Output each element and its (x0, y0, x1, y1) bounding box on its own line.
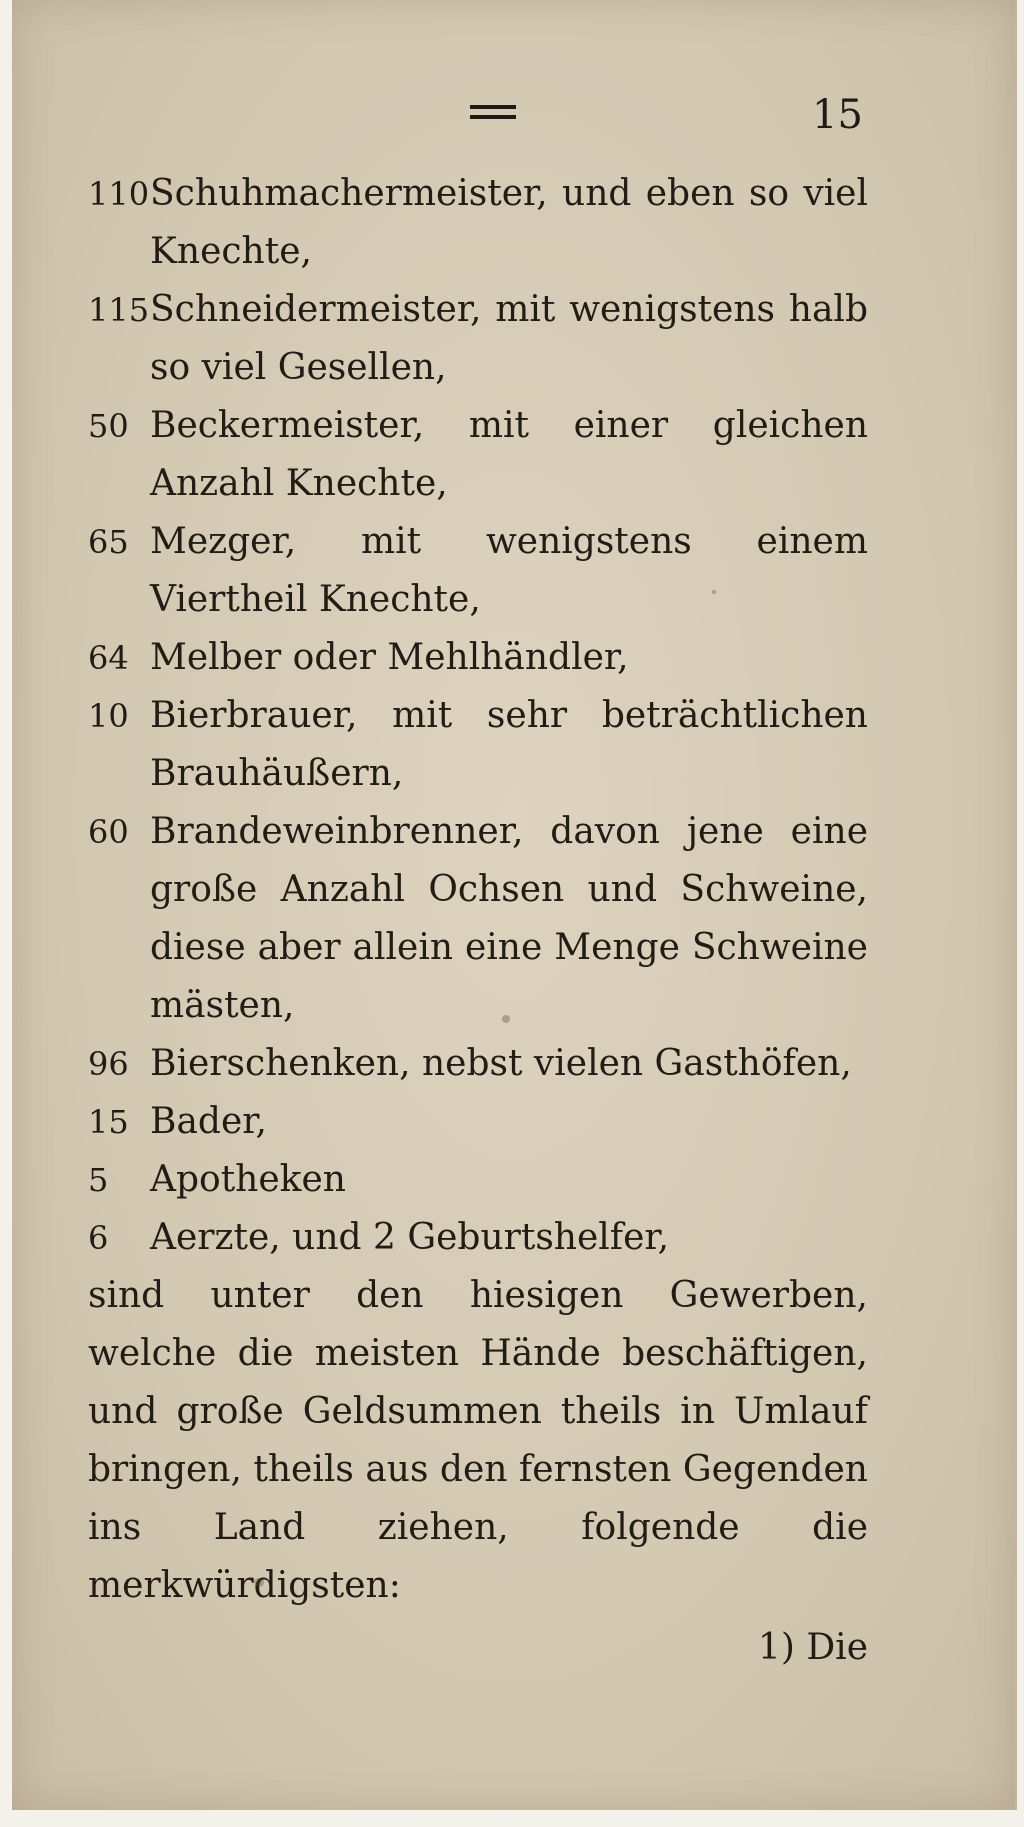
entry-count: 5 (88, 1161, 109, 1199)
ink-speck (254, 1578, 264, 1587)
ink-speck (712, 590, 716, 594)
entry-count: 115 (88, 291, 150, 329)
ink-speck (502, 1015, 510, 1023)
entry-text: Bierschenken, nebst vielen Gasthöfen, (150, 1043, 852, 1084)
list-item (88, 1035, 868, 1093)
entry-text: Melber oder Mehlhändler, (150, 637, 629, 678)
entry-count: 64 (88, 639, 129, 677)
entry-count: 96 (88, 1045, 129, 1083)
list-item (88, 1209, 868, 1267)
list-item (88, 1093, 868, 1151)
double-rule-ornament (470, 102, 516, 124)
entry-count: 6 (88, 1219, 109, 1257)
entry-text: Bader, (150, 1101, 267, 1142)
entry-text: Aerzte, und 2 Geburtshelfer, (150, 1217, 670, 1258)
page-header (12, 88, 1015, 148)
list-item (88, 1151, 868, 1209)
list-item (88, 629, 868, 687)
list-item (88, 687, 868, 803)
entry-count: 50 (88, 407, 129, 445)
list-item (88, 281, 868, 397)
entry-text: Brandeweinbrenner, davon jene eine große Anzahl Ochsen und Schweine, diese aber allein eine Menge Schweine mästen, (150, 811, 868, 1026)
book-page (12, 0, 1017, 1810)
entry-count: 65 (88, 523, 129, 561)
entry-count: 15 (88, 1103, 129, 1141)
entry-text: Schuhmachermeister, und eben so viel Knechte, (150, 173, 868, 272)
page-number: 15 (812, 92, 863, 138)
entry-text: Schneidermeister, mit wenigstens halb so viel Gesellen, (150, 289, 868, 388)
page-body (88, 165, 868, 1677)
catchword: 1) Die (757, 1627, 868, 1668)
closing-paragraph: sind unter den hiesigen Gewerben, welche die meisten Hände beschäftigen, und große Geldsummen theils in Umlauf bringen, theils aus den fernsten Gegenden ins Land ziehen, folgende die merkwürdigsten: (88, 1275, 868, 1606)
entry-text: Mezger, mit wenigstens einem Viertheil Knechte, (150, 521, 868, 620)
list-item (88, 165, 868, 281)
entry-count: 60 (88, 813, 129, 851)
entry-count: 110 (88, 175, 150, 213)
list-item (88, 513, 868, 629)
entry-text: Beckermeister, mit einer gleichen Anzahl Knechte, (150, 405, 868, 504)
list-item (88, 397, 868, 513)
entry-text: Apotheken (150, 1159, 346, 1200)
entry-text: Bierbrauer, mit sehr beträchtlichen Brauhäußern, (150, 695, 868, 794)
list-item (88, 803, 868, 1035)
entry-count: 10 (88, 697, 129, 735)
